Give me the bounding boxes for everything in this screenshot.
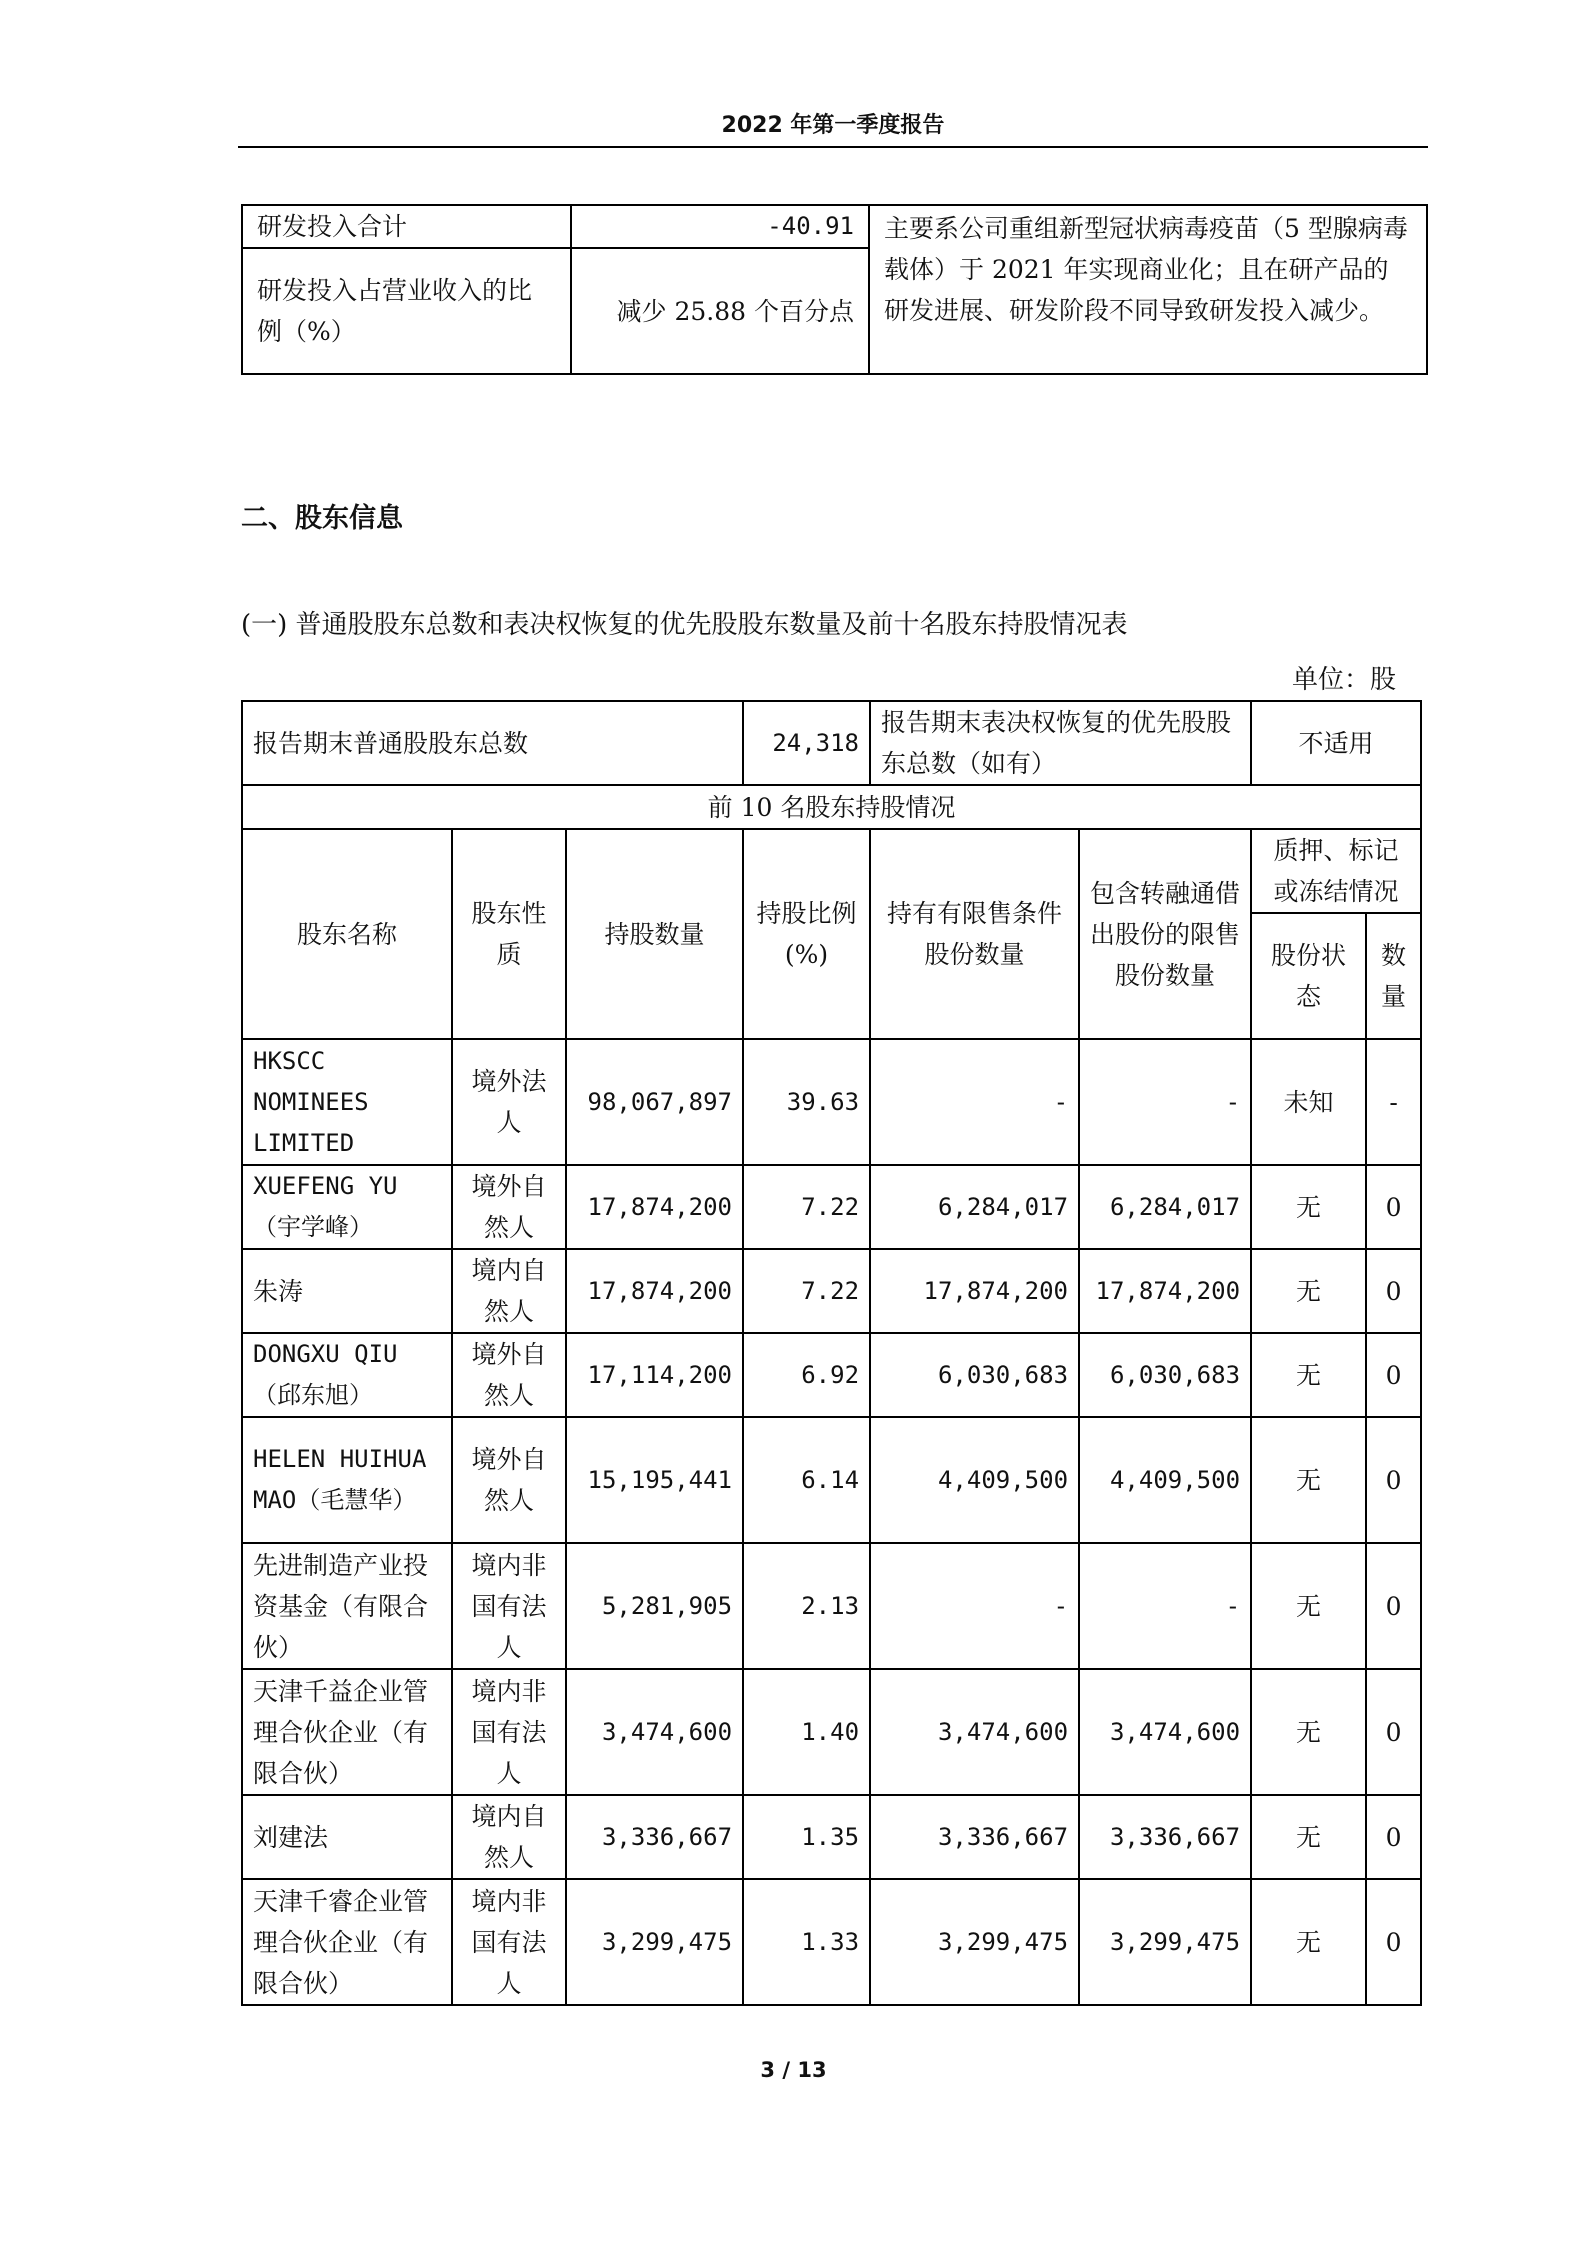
cell-status: 无 (1251, 1543, 1366, 1669)
cell-status: 无 (1251, 1879, 1366, 2005)
cell-qty: 0 (1366, 1333, 1421, 1417)
cell-shares: 15,195,441 (566, 1417, 743, 1543)
cell-restricted: 3,299,475 (870, 1879, 1079, 2005)
col-header-ratio: 持股比例(%) (743, 829, 870, 1039)
table-row (242, 1039, 1421, 1165)
cell-restricted: 3,474,600 (870, 1669, 1079, 1795)
cell-name: 天津千益企业管理合伙企业（有限合伙） (242, 1669, 452, 1795)
col-header-lent: 包含转融通借出股份的限售股份数量 (1079, 829, 1251, 1039)
cell-ratio: 7.22 (743, 1165, 870, 1249)
cell-shares: 17,874,200 (566, 1249, 743, 1333)
total-holders-value: 24,318 (743, 701, 870, 785)
table-row (242, 1879, 1421, 2005)
cell-qty: - (1366, 1039, 1421, 1165)
cell-status: 无 (1251, 1795, 1366, 1879)
cell-ratio: 2.13 (743, 1543, 870, 1669)
cell-lent: 3,336,667 (1079, 1795, 1251, 1879)
cell-lent: 6,030,683 (1079, 1333, 1251, 1417)
cell-restricted: 6,030,683 (870, 1333, 1079, 1417)
rd-investment-table (241, 204, 1428, 375)
cell-qty: 0 (1366, 1417, 1421, 1543)
cell-ratio: 6.14 (743, 1417, 870, 1543)
cell-ratio: 7.22 (743, 1249, 870, 1333)
table-row (242, 1249, 1421, 1333)
cell-status: 未知 (1251, 1039, 1366, 1165)
cell-restricted: 3,336,667 (870, 1795, 1079, 1879)
cell-nature: 境外自然人 (452, 1333, 566, 1417)
cell-lent: - (1079, 1543, 1251, 1669)
table-row (242, 1165, 1421, 1249)
table-row (242, 785, 1421, 829)
cell-ratio: 39.63 (743, 1039, 870, 1165)
cell-ratio: 1.40 (743, 1669, 870, 1795)
col-header-restricted: 持有有限售条件股份数量 (870, 829, 1079, 1039)
cell-nature: 境内自然人 (452, 1795, 566, 1879)
pref-holders-label: 报告期末表决权恢复的优先股股东总数（如有） (870, 701, 1251, 785)
pref-holders-value: 不适用 (1251, 701, 1421, 785)
table-row (242, 1417, 1421, 1543)
table-row (242, 1333, 1421, 1417)
rd-total-label: 研发投入合计 (242, 205, 571, 248)
cell-nature: 境外法人 (452, 1039, 566, 1165)
cell-restricted: - (870, 1039, 1079, 1165)
rd-ratio-value: 减少 25.88 个百分点 (571, 248, 869, 374)
col-header-pledge-group: 质押、标记或冻结情况 (1251, 829, 1421, 913)
cell-qty: 0 (1366, 1543, 1421, 1669)
table-row (242, 205, 1427, 248)
cell-ratio: 6.92 (743, 1333, 870, 1417)
cell-lent: 3,474,600 (1079, 1669, 1251, 1795)
cell-restricted: 17,874,200 (870, 1249, 1079, 1333)
table-row (242, 1669, 1421, 1795)
page-header-title: 2022 年第一季度报告 (721, 113, 945, 138)
col-header-name: 股东名称 (242, 829, 452, 1039)
cell-shares: 98,067,897 (566, 1039, 743, 1165)
header-divider (238, 146, 1428, 148)
cell-lent: - (1079, 1039, 1251, 1165)
cell-nature: 境内非国有法人 (452, 1669, 566, 1795)
rd-reason: 主要系公司重组新型冠状病毒疫苗（5 型腺病毒载体）于 2021 年实现商业化；且在研产品的研发进展、研发阶段不同导致研发投入减少。 (869, 205, 1427, 374)
cell-qty: 0 (1366, 1879, 1421, 2005)
col-header-shares: 持股数量 (566, 829, 743, 1039)
cell-nature: 境内非国有法人 (452, 1879, 566, 2005)
cell-name: 先进制造产业投资基金（有限合伙） (242, 1543, 452, 1669)
cell-ratio: 1.33 (743, 1879, 870, 2005)
cell-lent: 17,874,200 (1079, 1249, 1251, 1333)
total-holders-label: 报告期末普通股股东总数 (242, 701, 743, 785)
table-row (242, 1795, 1421, 1879)
cell-name: HELEN HUIHUA MAO（毛慧华） (242, 1417, 452, 1543)
table-row (242, 701, 1421, 785)
page-number: 3 / 13 (760, 2058, 827, 2082)
rd-total-value: -40.91 (571, 205, 869, 248)
cell-lent: 3,299,475 (1079, 1879, 1251, 2005)
cell-name: HKSCC NOMINEES LIMITED (242, 1039, 452, 1165)
cell-name: 朱涛 (242, 1249, 452, 1333)
cell-restricted: 4,409,500 (870, 1417, 1079, 1543)
table-header-row (242, 829, 1421, 913)
cell-name: 天津千睿企业管理合伙企业（有限合伙） (242, 1879, 452, 2005)
col-header-pledge-qty: 数量 (1366, 913, 1421, 1039)
cell-shares: 3,474,600 (566, 1669, 743, 1795)
section-title: 二、股东信息 (241, 503, 403, 534)
cell-nature: 境外自然人 (452, 1165, 566, 1249)
rd-ratio-label: 研发投入占营业收入的比例（%） (242, 248, 571, 374)
col-header-pledge-status: 股份状态 (1251, 913, 1366, 1039)
cell-shares: 17,114,200 (566, 1333, 743, 1417)
cell-shares: 3,299,475 (566, 1879, 743, 2005)
cell-qty: 0 (1366, 1249, 1421, 1333)
cell-status: 无 (1251, 1669, 1366, 1795)
cell-lent: 6,284,017 (1079, 1165, 1251, 1249)
cell-status: 无 (1251, 1165, 1366, 1249)
cell-qty: 0 (1366, 1795, 1421, 1879)
top10-section-row: 前 10 名股东持股情况 (242, 785, 1421, 829)
cell-nature: 境内自然人 (452, 1249, 566, 1333)
cell-shares: 3,336,667 (566, 1795, 743, 1879)
cell-name: 刘建法 (242, 1795, 452, 1879)
col-header-nature: 股东性质 (452, 829, 566, 1039)
cell-restricted: - (870, 1543, 1079, 1669)
cell-qty: 0 (1366, 1669, 1421, 1795)
shareholder-rows (242, 1039, 1421, 2005)
cell-name: XUEFENG YU（宇学峰） (242, 1165, 452, 1249)
shareholder-table (241, 700, 1422, 2006)
cell-status: 无 (1251, 1333, 1366, 1417)
table-row (242, 1543, 1421, 1669)
cell-restricted: 6,284,017 (870, 1165, 1079, 1249)
cell-shares: 17,874,200 (566, 1165, 743, 1249)
cell-shares: 5,281,905 (566, 1543, 743, 1669)
unit-label: 单位：股 (1291, 665, 1396, 695)
cell-status: 无 (1251, 1417, 1366, 1543)
cell-nature: 境内非国有法人 (452, 1543, 566, 1669)
cell-status: 无 (1251, 1249, 1366, 1333)
cell-nature: 境外自然人 (452, 1417, 566, 1543)
cell-lent: 4,409,500 (1079, 1417, 1251, 1543)
cell-qty: 0 (1366, 1165, 1421, 1249)
cell-name: DONGXU QIU（邱东旭） (242, 1333, 452, 1417)
subsection-title: (一) 普通股股东总数和表决权恢复的优先股股东数量及前十名股东持股情况表 (241, 610, 1128, 640)
cell-ratio: 1.35 (743, 1795, 870, 1879)
